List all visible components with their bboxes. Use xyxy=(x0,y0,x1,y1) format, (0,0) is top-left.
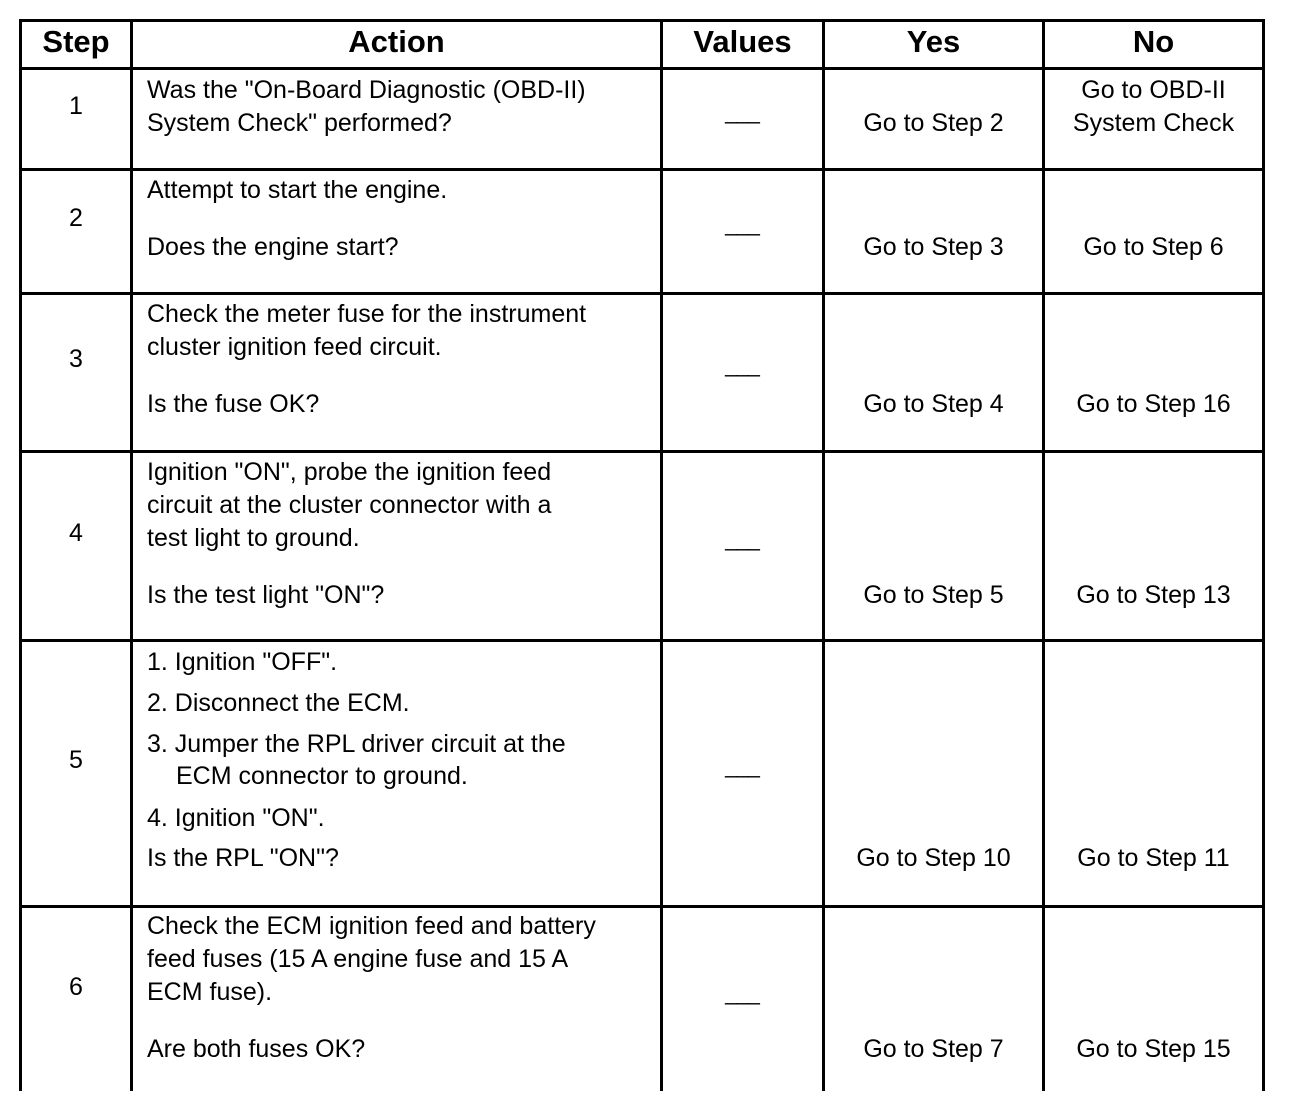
no-action: Go to Step 6 xyxy=(1083,233,1224,261)
header-yes: Yes xyxy=(906,24,961,59)
no-action: System Check xyxy=(1072,109,1235,137)
action-text: cluster ignition feed circuit. xyxy=(147,333,442,361)
action-text: Is the RPL "ON"? xyxy=(147,844,339,872)
no-action: Go to Step 11 xyxy=(1077,844,1230,872)
action-text: Check the meter fuse for the instrument xyxy=(147,300,587,328)
row-divider xyxy=(19,639,1265,642)
no-action: Go to Step 16 xyxy=(1076,390,1231,418)
table-border-left xyxy=(19,19,22,1091)
action-text: test light to ground. xyxy=(147,524,360,552)
column-divider xyxy=(660,19,663,1091)
row-divider xyxy=(19,168,1265,171)
action-text: System Check" performed? xyxy=(147,109,452,137)
step-number: 6 xyxy=(69,973,83,1001)
no-action: Go to Step 15 xyxy=(1076,1035,1231,1063)
values-placeholder: ___ xyxy=(725,753,759,778)
column-divider xyxy=(1042,19,1045,1091)
action-text: ECM connector to ground. xyxy=(176,762,468,790)
column-divider xyxy=(822,19,825,1091)
header-step: Step xyxy=(42,24,110,59)
action-text: feed fuses (15 A engine fuse and 15 A xyxy=(147,945,569,973)
table-border-top xyxy=(19,19,1265,22)
values-placeholder: ___ xyxy=(725,352,759,377)
diagnostic-table xyxy=(19,19,1265,1099)
yes-action: Go to Step 10 xyxy=(856,844,1011,872)
action-text: 3. Jumper the RPL driver circuit at the xyxy=(147,730,566,758)
action-text: Is the fuse OK? xyxy=(147,390,320,418)
column-divider xyxy=(130,19,133,1091)
row-divider xyxy=(19,292,1265,295)
action-text: Was the "On-Board Diagnostic (OBD-II) xyxy=(147,76,586,104)
action-text: 2. Disconnect the ECM. xyxy=(147,689,410,717)
row-divider xyxy=(19,450,1265,453)
step-number: 1 xyxy=(69,92,83,120)
action-text: Does the engine start? xyxy=(147,233,399,261)
action-text: circuit at the cluster connector with a xyxy=(147,491,552,519)
action-text: Is the test light "ON"? xyxy=(147,581,385,609)
action-text: ECM fuse). xyxy=(147,978,273,1006)
yes-action: Go to Step 7 xyxy=(863,1035,1004,1063)
header-no: No xyxy=(1132,24,1175,59)
action-text: 1. Ignition "OFF". xyxy=(147,648,338,676)
action-text: Ignition "ON", probe the ignition feed xyxy=(147,458,552,486)
values-placeholder: ___ xyxy=(725,526,759,551)
yes-action: Go to Step 2 xyxy=(863,109,1004,137)
values-placeholder: ___ xyxy=(725,980,759,1005)
yes-action: Go to Step 4 xyxy=(863,390,1004,418)
step-number: 2 xyxy=(69,204,83,232)
values-placeholder: ___ xyxy=(725,99,759,124)
no-action: Go to Step 13 xyxy=(1076,581,1231,609)
no-action: Go to OBD-II xyxy=(1081,76,1226,104)
action-text: 4. Ignition "ON". xyxy=(147,804,325,832)
action-text: Check the ECM ignition feed and battery xyxy=(147,912,596,940)
header-action: Action xyxy=(348,24,445,59)
row-divider xyxy=(19,905,1265,908)
values-placeholder: ___ xyxy=(725,211,759,236)
step-number: 3 xyxy=(69,345,83,373)
step-number: 5 xyxy=(69,746,83,774)
action-text: Are both fuses OK? xyxy=(147,1035,366,1063)
yes-action: Go to Step 3 xyxy=(863,233,1004,261)
table-border-right xyxy=(1262,19,1265,1091)
header-values: Values xyxy=(693,24,792,59)
yes-action: Go to Step 5 xyxy=(863,581,1004,609)
row-divider xyxy=(19,67,1265,70)
action-text: Attempt to start the engine. xyxy=(147,176,448,204)
step-number: 4 xyxy=(69,519,83,547)
